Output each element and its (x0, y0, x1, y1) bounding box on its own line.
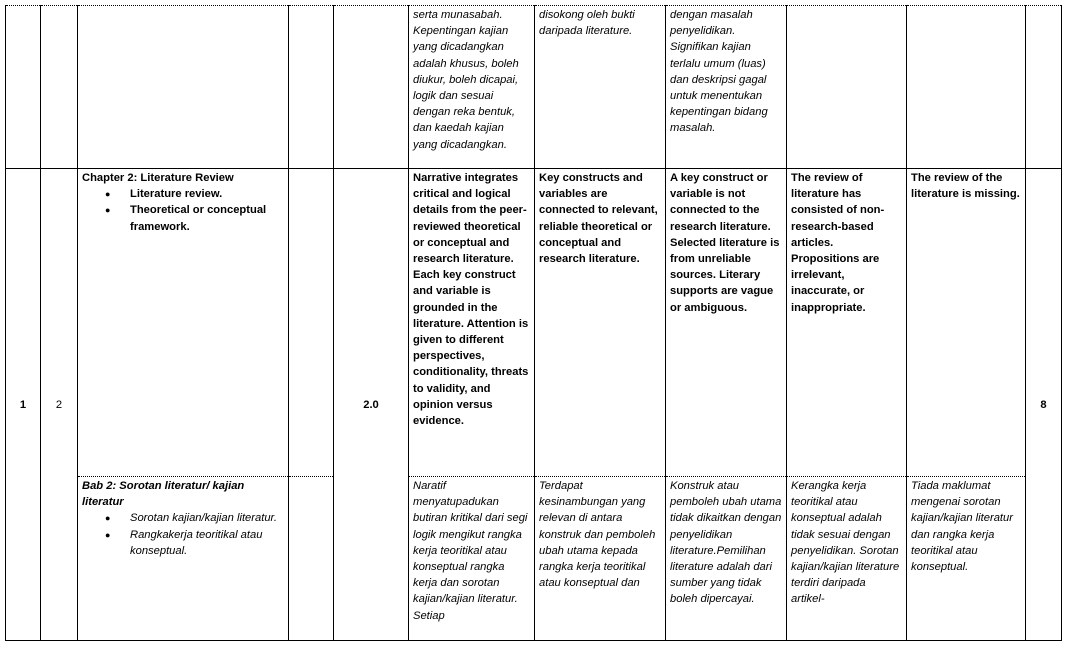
table-row-malay (6, 477, 1062, 641)
rubric-table-wrapper (5, 5, 1061, 641)
cell-chapter-empty (41, 6, 78, 169)
english-missing: The review of the literature is missing. (907, 169, 1026, 477)
section-number: 1 (6, 169, 41, 641)
cell-top-score (1026, 6, 1062, 169)
malay-fair: Konstruk atau pemboleh ubah utama tidak dikaitkan dengan penyelidikan literature.Pemilihan literature adalah dari sumber yang tidak boleh dipercayai. (666, 477, 787, 641)
cell-blank-malay (289, 477, 334, 641)
cell-blank-english (289, 169, 334, 477)
chapter-number: 2 (41, 169, 78, 641)
chapter-title-english: Chapter 2: Literature Review (82, 172, 234, 184)
list-item: ● Theoretical or conceptual framework. (130, 202, 284, 234)
english-good: Key constructs and variables are connected to relevant, reliable theoretical or conceptual and research literature. (535, 169, 666, 477)
english-excellent: Narrative integrates critical and logical details from the peer-reviewed theoretical or conceptual and research literature. Each key construct and variable is grounded in the literature. Attention is given to different perspectives, conditionality, threats to validity, and opinion versus evidence. (409, 169, 535, 477)
table-row-top-continuation (6, 6, 1062, 169)
list-item: ● Sorotan kajian/kajian literatur. (130, 510, 284, 526)
list-item: ● Rangkakerja teoritikal atau konseptual. (130, 527, 284, 559)
criteria-malay (78, 477, 289, 641)
malay-good: Terdapat kesinambungan yang relevan di antara konstruk dan pemboleh ubah utama kepada rangka kerja teoritikal atau konseptual dan (535, 477, 666, 641)
cell-top-missing (907, 6, 1026, 169)
chapter-title-malay: Bab 2: Sorotan literatur/ kajian literatur (82, 480, 245, 509)
malay-poor: Kerangka kerja teoritikal atau konseptual adalah tidak sesuai dengan penyelidikan. Sorotan kajian/kajian literature terdiri daripada artikel- (787, 477, 907, 641)
weight-value: 2.0 (334, 169, 409, 641)
cell-top-excellent: serta munasabah. Kepentingan kajian yang dicadangkan adalah khusus, boleh diukur, boleh dicapai, logik dan sesuai dengan reka bentuk, dan kaedah kajian yang dicadangkan. (409, 6, 535, 169)
criteria-english (78, 169, 289, 477)
cell-weight-empty (334, 6, 409, 169)
malay-excellent: Naratif menyatupadukan butiran kritikal dari segi logik mengikut rangka kerja teoritikal atau konseptual rangka kerja dan sorotan kajian/kajian literatur. Setiap (409, 477, 535, 641)
rubric-table (5, 5, 1062, 641)
criteria-list-english (82, 186, 284, 235)
cell-top-poor (787, 6, 907, 169)
english-poor: The review of literature has consisted of non-research-based articles. Propositions are irrelevant, inaccurate, or inappropriate. (787, 169, 907, 477)
cell-no-empty (6, 6, 41, 169)
english-fair: A key construct or variable is not connected to the research literature. Selected literature is from unreliable sources. Literary supports are vague or ambiguous. (666, 169, 787, 477)
cell-criteria-empty (78, 6, 289, 169)
list-item: ● Literature review. (130, 186, 284, 202)
score-value: 8 (1026, 169, 1062, 641)
cell-top-good: disokong oleh bukti daripada literature. (535, 6, 666, 169)
criteria-list-malay (82, 510, 284, 559)
cell-blank-empty (289, 6, 334, 169)
cell-top-fair: dengan masalah penyelidikan. Signifikan kajian terlalu umum (luas) dan deskripsi gagal untuk menentukan kepentingan bidang masalah. (666, 6, 787, 169)
table-row-english (6, 169, 1062, 477)
malay-missing: Tiada maklumat mengenai sorotan kajian/kajian literatur dan rangka kerja teoritikal atau konseptual. (907, 477, 1026, 641)
